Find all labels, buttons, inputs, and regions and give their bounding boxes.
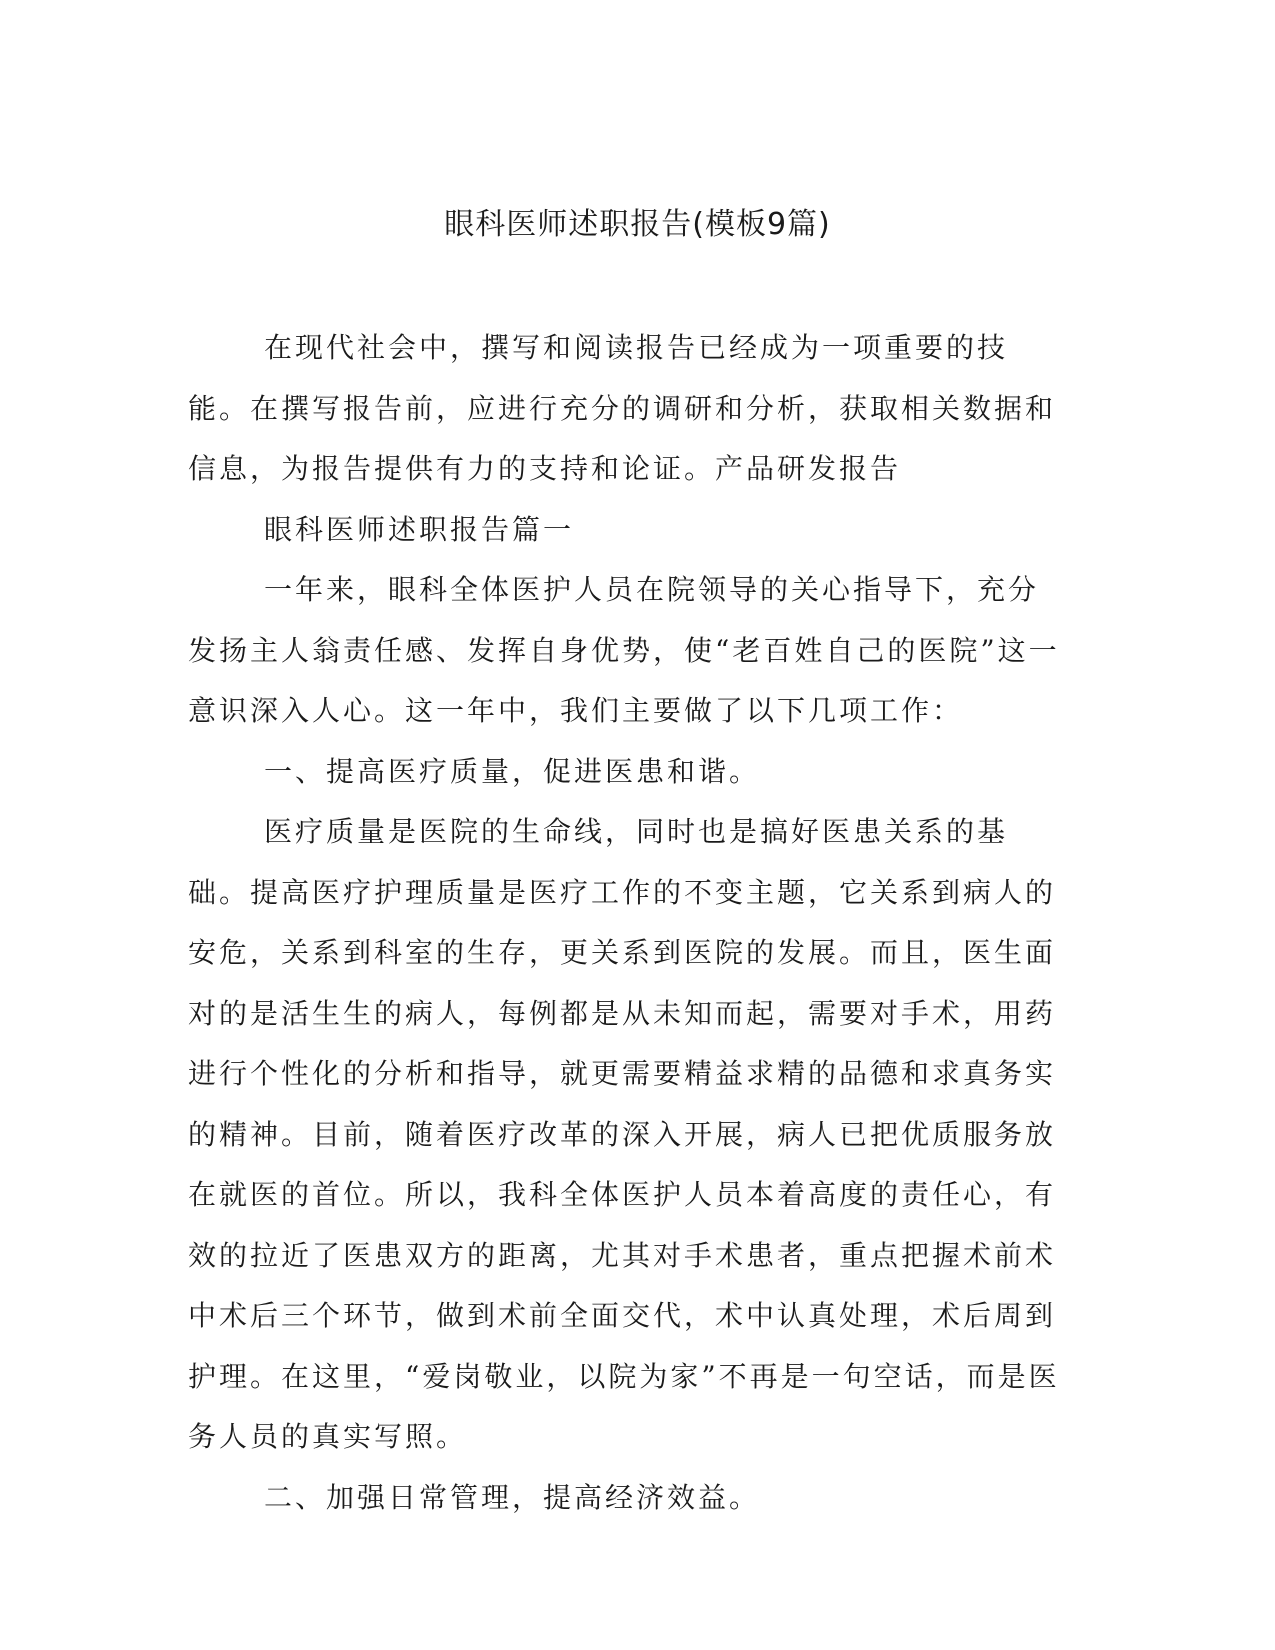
subheading-medical-quality: 一、提高医疗质量，促进医患和谐。 [264, 754, 761, 788]
medical-quality-paragraph: 医疗质量是医院的生命线，同时也是搞好医患关系的基础。提高医疗护理质量是医疗工作的不变主题，它关系到病人的安危，关系到科室的生存，更关系到医院的发展。而且，医生面对的是活生生的病人，每例都是从未知而起，需要对手术，用药进行个性化的分析和指导，就更需要精益求精的品德和求真务实的精神。目前，随着医疗改革的深入开展，病人已把优质服务放在就医的首位。所以，我科全体医护人员本着高度的责任心，有效的拉近了医患双方的距离，尤其对手术患者，重点把握术前术中术后三个环节，做到术前全面交代，术中认真处理，术后周到护理。在这里，“爱岗敬业，以院为家”不再是一句空话，而是医务人员的真实写照。 [188, 815, 1060, 1453]
section-heading-part-one: 眼科医师述职报告篇一 [264, 512, 575, 546]
document-body [188, 318, 1068, 1528]
summary-paragraph: 一年来，眼科全体医护人员在院领导的关心指导下，充分发扬主人翁责任感、发挥自身优势，使“老百姓自己的医院”这一意识深入人心。这一年中，我们主要做了以下几项工作： [188, 573, 1060, 727]
intro-paragraph: 在现代社会中，撰写和阅读报告已经成为一项重要的技能。在撰写报告前，应进行充分的调研和分析，获取相关数据和信息，为报告提供有力的支持和论证。产品研发报告 [188, 331, 1057, 485]
document-title: 眼科医师述职报告(模板9篇) [444, 207, 831, 242]
subheading-daily-management: 二、加强日常管理，提高经济效益。 [264, 1480, 761, 1514]
